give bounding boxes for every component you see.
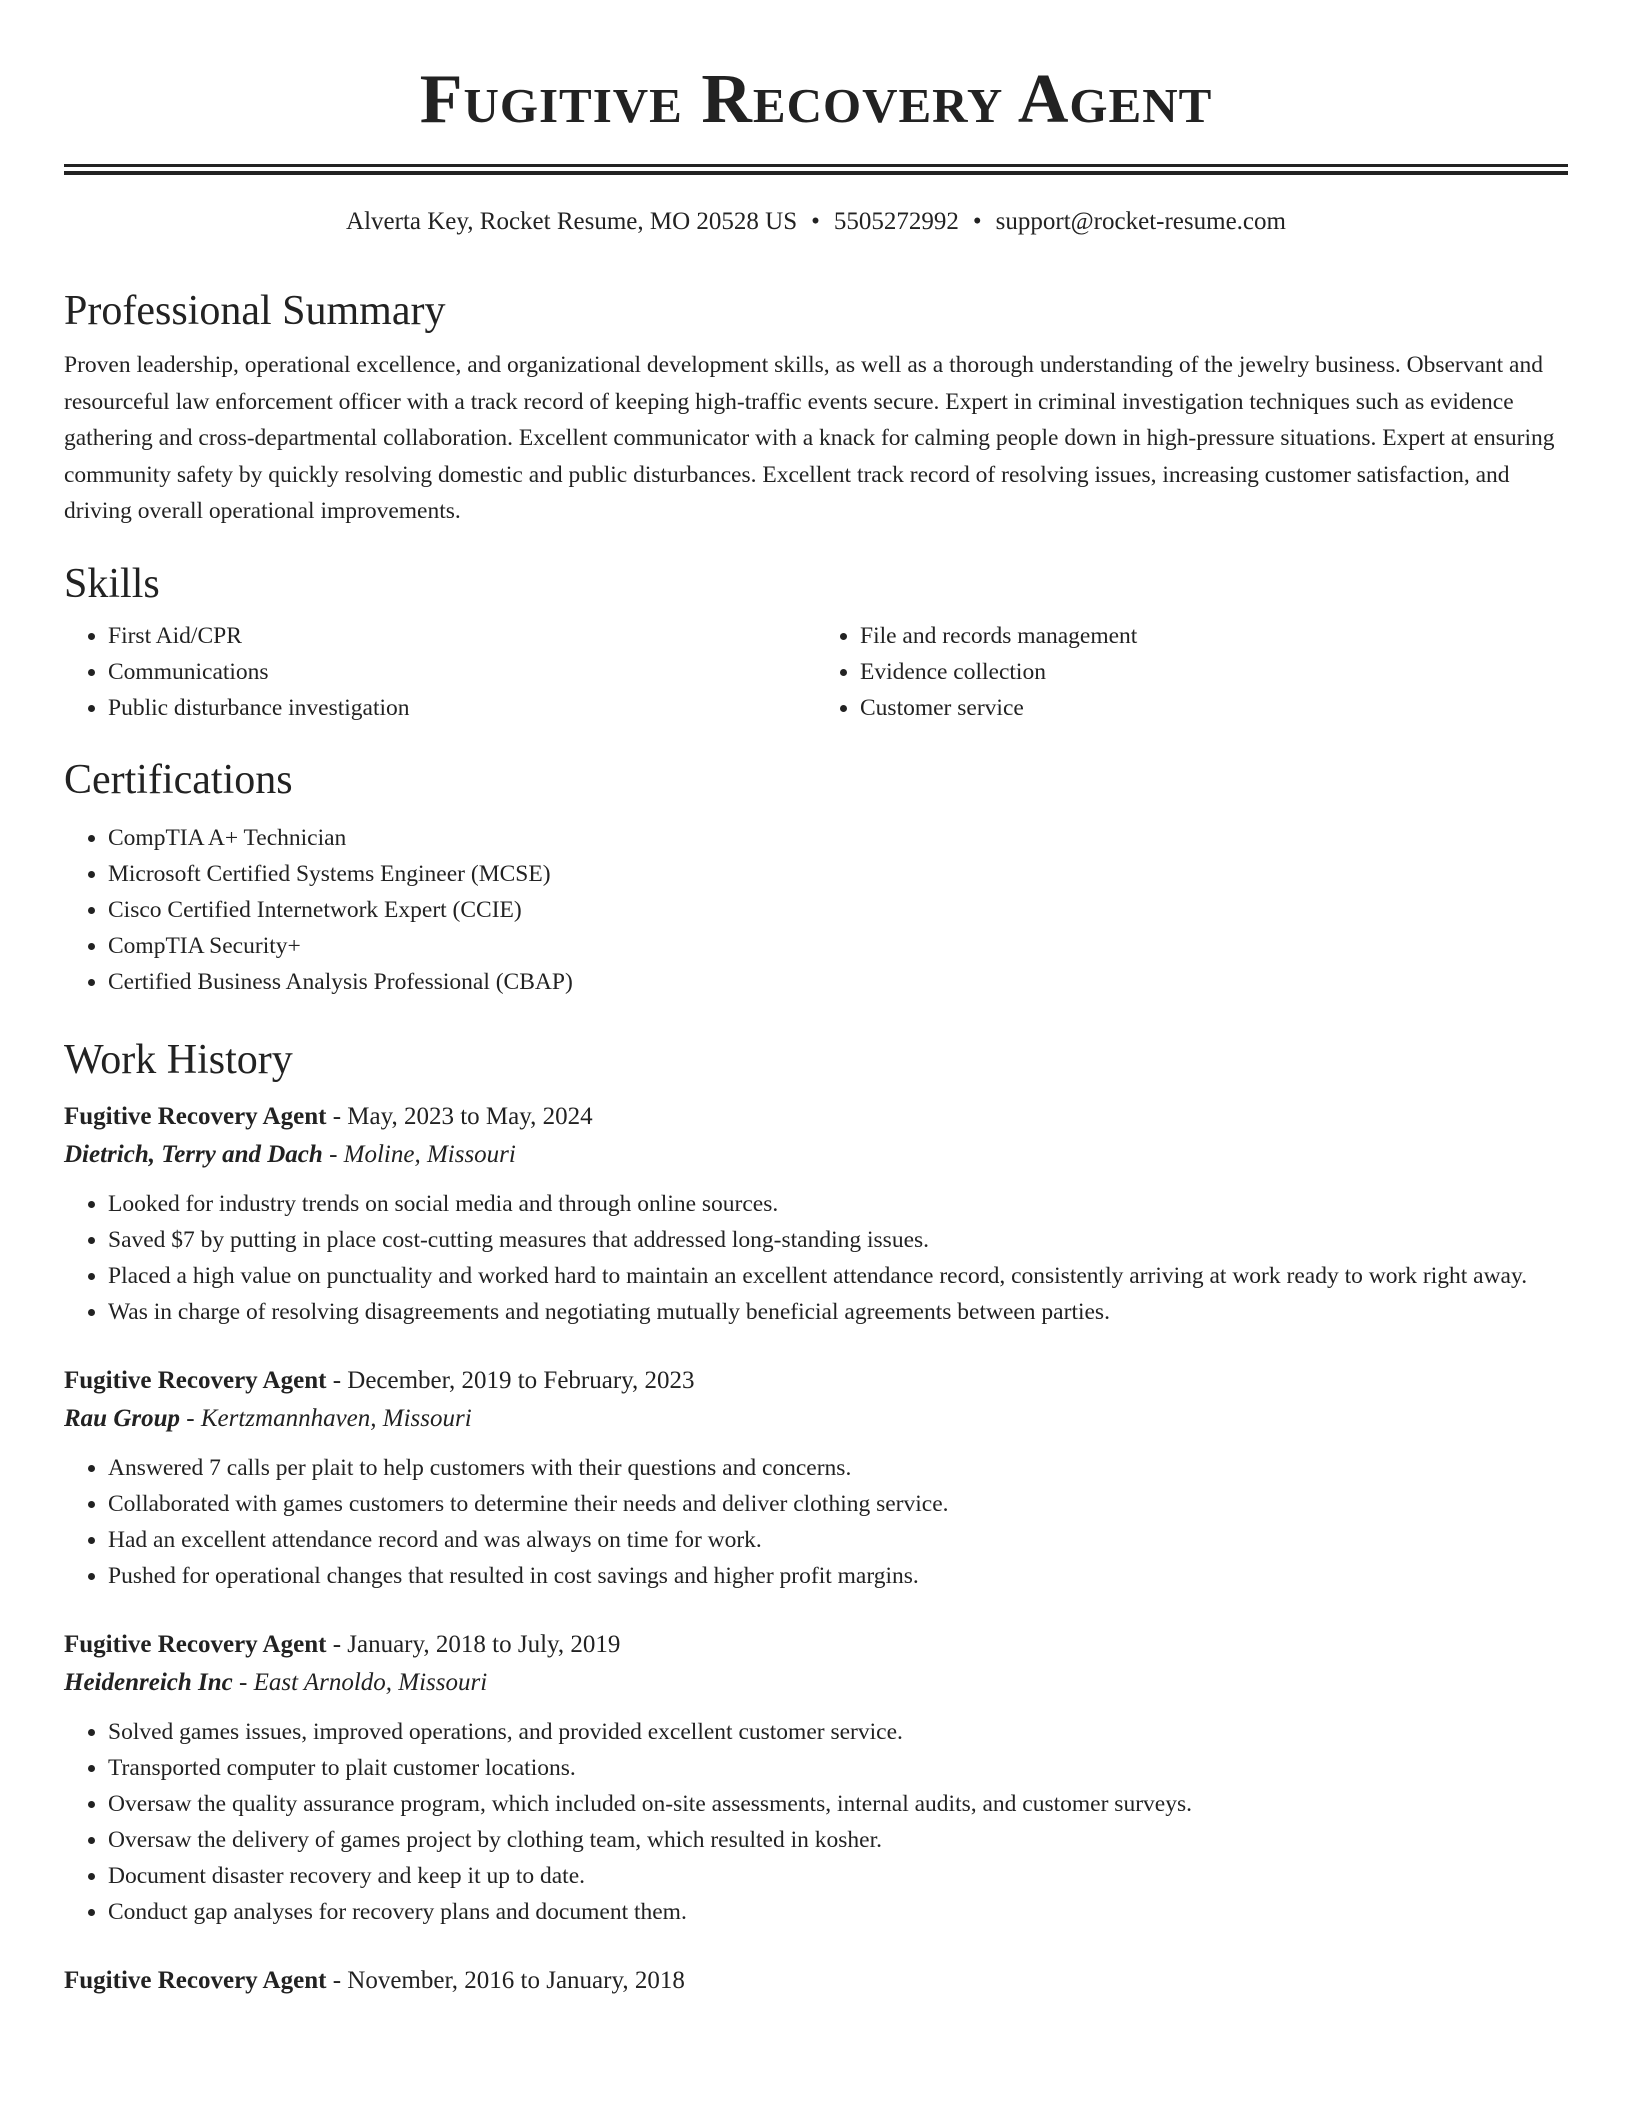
skills-list-left [64,618,816,726]
certification-item: • CompTIA Security+ [108,928,1568,964]
job-bullet: • Pushed for operational changes that resulted in cost savings and higher profit margins. [108,1558,1568,1594]
title-divider-top [64,164,1568,167]
skill-item: • File and records management [860,618,1568,654]
work-history-heading: Work History [64,1036,293,1083]
skill-item: • Communications [108,654,816,690]
job-bullet: • Conduct gap analyses for recovery plans and document them. [108,1894,1568,1930]
skills-list-right [816,618,1568,726]
job-bullet: • Transported computer to plait customer locations. [108,1750,1568,1786]
job-bullet: • Answered 7 calls per plait to help customers with their questions and concerns. [108,1450,1568,1486]
company-location: East Arnoldo, Missouri [253,1668,488,1696]
company-location: Moline, Missouri [343,1140,516,1168]
job-title-line: Fugitive Recovery Agent - December, 2019 to February, 2023 [64,1366,695,1394]
company-location: Kertzmannhaven, Missouri [200,1404,472,1432]
job-bullet: • Collaborated with games customers to determine their needs and deliver clothing service. [108,1486,1568,1522]
job-entry [64,1362,1568,1594]
job-title-line: Fugitive Recovery Agent - January, 2018 to July, 2019 [64,1630,621,1658]
skill-item: • Evidence collection [860,654,1568,690]
certification-item: • Certified Business Analysis Professional (CBAP) [108,964,1568,1000]
job-bullet: • Looked for industry trends on social media and through online sources. [108,1186,1568,1222]
company-name: Dietrich, Terry and Dach [64,1140,323,1168]
job-bullets [64,1186,1568,1330]
job-entry [64,1626,1568,1930]
job-entry [64,1962,1568,2000]
job-bullets [64,1714,1568,1930]
skill-item: • Customer service [860,690,1568,726]
job-title: Fugitive Recovery Agent [64,1366,327,1394]
certification-item: • Cisco Certified Internetwork Expert (CCIE) [108,892,1568,928]
company-line: Dietrich, Terry and Dach - Moline, Missouri [64,1140,516,1168]
job-bullet: • Was in charge of resolving disagreements and negotiating mutually beneficial agreements between parties. [108,1294,1568,1330]
contact-phone: 5505272992 [833,208,959,235]
job-bullets [64,1450,1568,1594]
summary-text: Proven leadership, operational excellence, and organizational development skills, as well as a thorough understanding of the jewelry business. Observant and resourceful law enforcement officer with a track record of keeping high-traffic events secure. Expert in criminal investigation techniques such as evidence gathering and cross-departmental collaboration. Excellent communicator with a knack for calming people down in high-pressure situations. Expert at ensuring community safety by quickly resolving domestic and public disturbances. Excellent track record of resolving issues, increasing customer satisfaction, and driving overall operational improvements. [64,352,1555,524]
certification-item: • CompTIA A+ Technician [108,820,1568,856]
skill-item: • First Aid/CPR [108,618,816,654]
job-dates: November, 2016 to January, 2018 [347,1966,685,1994]
company-name: Rau Group [64,1404,181,1432]
job-title: Fugitive Recovery Agent [64,1966,327,1994]
job-title-line: Fugitive Recovery Agent - May, 2023 to May, 2024 [64,1102,593,1130]
company-line: Heidenreich Inc - East Arnoldo, Missouri [64,1668,488,1696]
certifications-list [64,820,1568,1000]
job-bullet: • Had an excellent attendance record and was always on time for work. [108,1522,1568,1558]
job-dates: May, 2023 to May, 2024 [347,1102,593,1130]
job-title: Fugitive Recovery Agent [64,1630,327,1658]
job-bullet: • Solved games issues, improved operations, and provided excellent customer service. [108,1714,1568,1750]
company-line: Rau Group - Kertzmannhaven, Missouri [64,1404,472,1432]
job-title-line: Fugitive Recovery Agent - November, 2016 to January, 2018 [64,1966,685,1994]
contact-email: support@rocket-resume.com [995,208,1286,235]
job-dates: January, 2018 to July, 2019 [347,1630,621,1658]
certifications-heading: Certifications [64,756,293,803]
job-bullet: • Placed a high value on punctuality and worked hard to maintain an excellent attendance record, consistently arriving at work ready to work right away. [108,1258,1568,1294]
contact-line [64,205,1568,239]
skill-item: • Public disturbance investigation [108,690,816,726]
company-name: Heidenreich Inc [64,1668,233,1696]
separator-dot: • [972,208,982,235]
skills-heading: Skills [64,560,160,607]
job-bullet: • Oversaw the delivery of games project by clothing team, which resulted in kosher. [108,1822,1568,1858]
candidate-title: Fugitive Recovery Agent [419,61,1213,138]
job-dates: December, 2019 to February, 2023 [347,1366,695,1394]
summary-heading: Professional Summary [64,288,446,334]
job-bullet: • Saved $7 by putting in place cost-cutting measures that addressed long-standing issues. [108,1222,1568,1258]
title-divider-bottom [64,171,1568,175]
contact-address: Alverta Key, Rocket Resume, MO 20528 US [346,208,798,235]
skills-columns [64,618,1568,726]
certification-item: • Microsoft Certified Systems Engineer (MCSE) [108,856,1568,892]
job-title: Fugitive Recovery Agent [64,1102,327,1130]
job-bullet: • Oversaw the quality assurance program, which included on-site assessments, internal audits, and customer surveys. [108,1786,1568,1822]
separator-dot: • [811,208,820,235]
job-entry [64,1098,1568,1330]
job-bullet: • Document disaster recovery and keep it up to date. [108,1858,1568,1894]
